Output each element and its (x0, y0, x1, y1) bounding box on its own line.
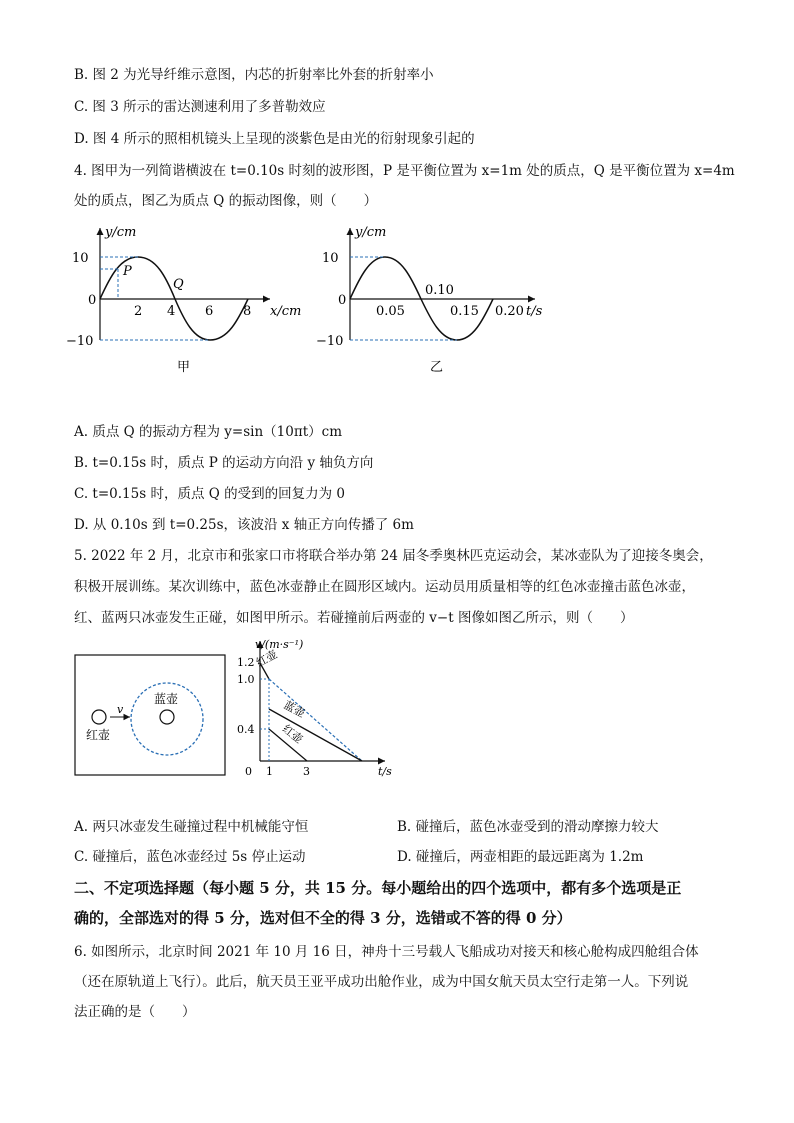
q5-option-c: C. 碰撞后，蓝色冰壶经过 5s 停止运动 (74, 849, 306, 865)
tick-x-6: 6 (205, 304, 214, 319)
q4-option-b: B. t=0.15s 时，质点 P 的运动方向沿 y 轴负方向 (74, 455, 374, 471)
red-stone-label: 红壶 (86, 728, 111, 742)
y-axis-label: y/cm (105, 225, 137, 240)
q5-stem-line1: 5. 2022 年 2 月，北京市和张家口市将联合举办第 24 届冬季奥林匹克运动会，某冰壶队为了迎接冬奥会， (74, 548, 713, 564)
q6-stem-line2: （还在原轨道上飞行）。此后，航天员王亚平成功出舱作业，成为中国女航天员太空行走第一人。下列说 (74, 974, 689, 990)
label-red-before: 红壶 (254, 647, 280, 670)
caption-jia: 甲 (177, 360, 191, 375)
tick-x-0: 0 (245, 765, 252, 778)
tick-y-neg10: −10 (316, 334, 344, 349)
tick-x-2: 2 (134, 304, 143, 319)
point-p-label: P (123, 264, 132, 279)
velocity-label: v (117, 703, 124, 716)
q5-stem-line3: 红、蓝两只冰壶发生正碰，如图甲所示。若碰撞前后两壶的 v−t 图像如图乙所示，则（ ） (74, 610, 634, 626)
q3-option-c: C. 图 3 所示的雷达测速利用了多普勒效应 (74, 99, 326, 115)
blue-stone-label: 蓝壶 (154, 692, 179, 706)
q5-figure-vt (237, 635, 400, 780)
tick-x-005: 0.05 (376, 304, 405, 319)
q4-option-a: A. 质点 Q 的振动方程为 y=sin（10πt）cm (74, 424, 342, 440)
x-axis-label: x/cm (270, 304, 302, 319)
tick-y-10: 10 (72, 251, 89, 266)
x-axis-label: t/s (378, 765, 392, 778)
tick-y-neg10: −10 (66, 334, 94, 349)
q6-stem-line1: 6. 如图所示，北京时间 2021 年 10 月 16 日，神舟十三号载人飞船成功对接天和核心舱构成四舱组合体 (74, 944, 699, 960)
label-red-after: 红壶 (279, 722, 306, 746)
y-axis-label: y/cm (355, 225, 387, 240)
caption-yi: 乙 (430, 360, 444, 375)
red-stone (92, 710, 106, 724)
q5-figure-rink (75, 655, 225, 775)
blue-stone (160, 710, 174, 724)
section2-title-line1: 二、不定项选择题（每小题 5 分，共 15 分。每小题给出的四个选项中，都有多个选项是正 (74, 879, 682, 897)
tick-x-1: 1 (266, 765, 273, 778)
label-blue-after: 蓝壶 (281, 698, 308, 721)
blue-after-line (269, 709, 362, 761)
tick-x-010: 0.10 (425, 283, 454, 298)
tick-y-0: 0 (338, 293, 347, 308)
tick-x-020: 0.20 (495, 304, 524, 319)
q3-option-b: B. 图 2 为光导纤维示意图，内芯的折射率比外套的折射率小 (74, 67, 434, 83)
section2-title-line2: 确的，全部选对的得 5 分，选对但不全的得 3 分，选错或不答的得 0 分） (74, 909, 572, 927)
q6-stem-line3: 法正确的是（ ） (74, 1004, 196, 1020)
q4-stem-line2: 处的质点，图乙为质点 Q 的振动图像，则（ ） (74, 193, 378, 209)
tick-y-0-4: 0.4 (237, 723, 255, 736)
q5-option-a: A. 两只冰壶发生碰撞过程中机械能守恒 (74, 819, 309, 835)
q4-figure-yi (316, 222, 565, 382)
red-extension-dashed (269, 679, 362, 761)
tick-y-0: 0 (88, 293, 97, 308)
q4-option-c: C. t=0.15s 时，质点 Q 的受到的回复力为 0 (74, 486, 345, 502)
q5-option-d: D. 碰撞后，两壶相距的最远距离为 1.2m (397, 849, 644, 865)
tick-y-10: 10 (322, 251, 339, 266)
q5-stem-line2: 积极开展训练。某次训练中，蓝色冰壶静止在圆形区域内。运动员用质量相等的红色冰壶撞击蓝色冰壶， (74, 579, 695, 595)
tick-x-8: 8 (243, 304, 252, 319)
x-axis-label: t/s (526, 304, 543, 319)
tick-y-1-2: 1.2 (237, 656, 255, 669)
q4-stem-line1: 4. 图甲为一列简谐横波在 t=0.10s 时刻的波形图，P 是平衡位置为 x=1m 处的质点，Q 是平衡位置为 x=4m (74, 163, 735, 179)
q4-figure-jia (66, 222, 315, 382)
q5-option-b: B. 碰撞后，蓝色冰壶受到的滑动摩擦力较大 (397, 819, 659, 835)
point-q-label: Q (173, 277, 184, 292)
tick-x-3: 3 (303, 765, 310, 778)
tick-y-1-0: 1.0 (237, 673, 255, 686)
q3-option-d: D. 图 4 所示的照相机镜头上呈现的淡紫色是由光的衍射现象引起的 (74, 131, 475, 147)
tick-x-4: 4 (167, 304, 176, 319)
y-axis-label: v/(m·s⁻¹) (255, 638, 304, 651)
q4-option-d: D. 从 0.10s 到 t=0.25s，该波沿 x 轴正方向传播了 6m (74, 517, 414, 533)
tick-x-015: 0.15 (450, 304, 479, 319)
